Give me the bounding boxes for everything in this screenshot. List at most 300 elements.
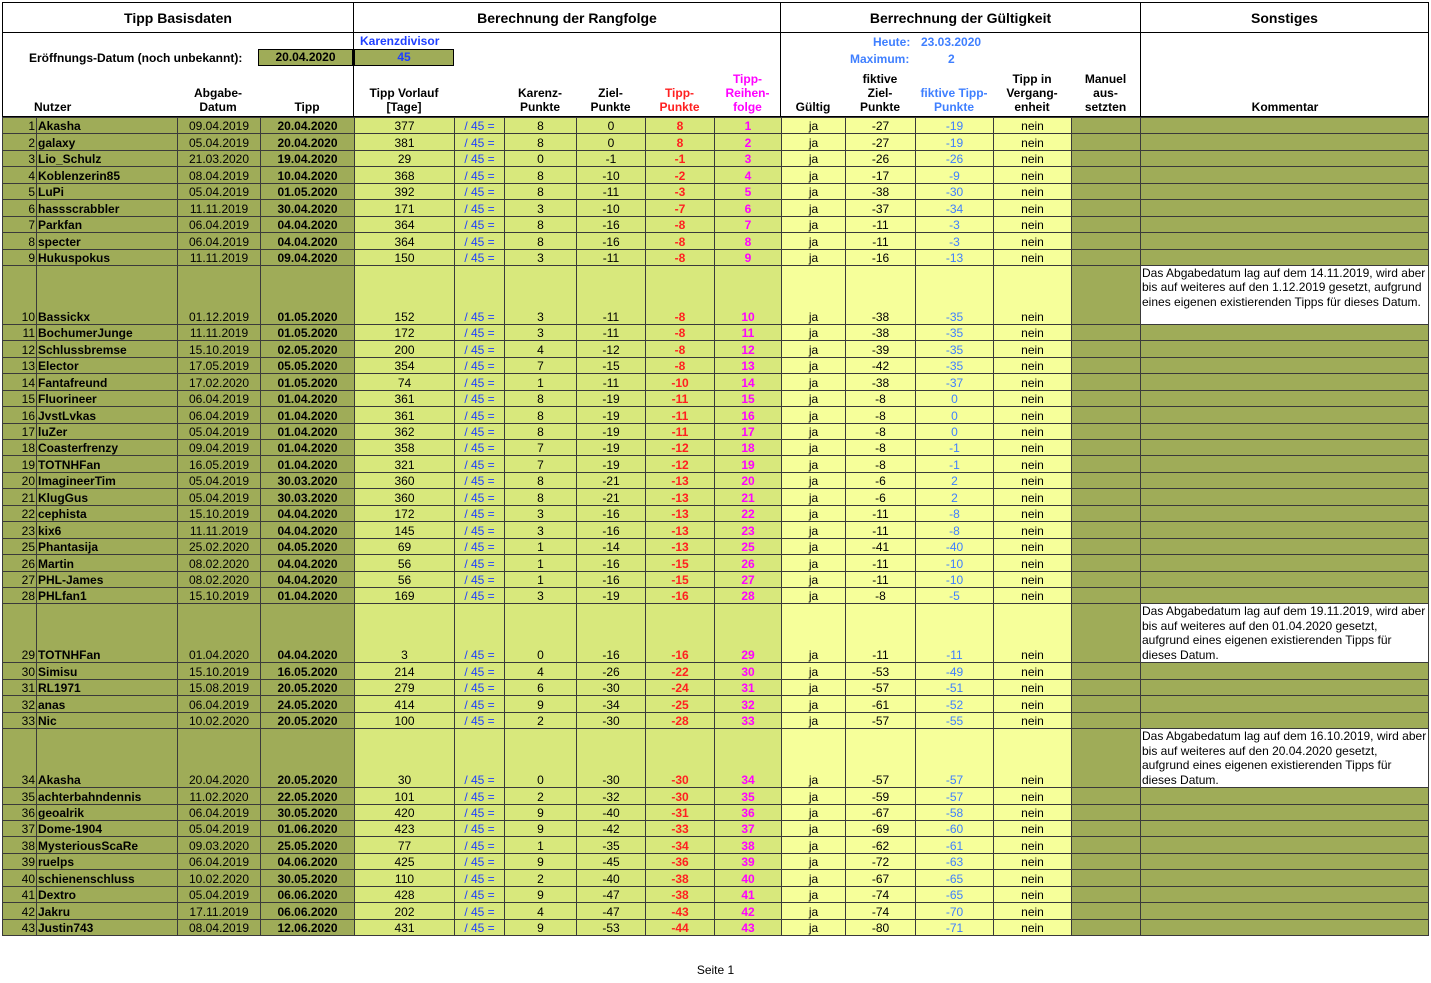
vorlauf-days[interactable]: 377 xyxy=(355,118,455,134)
rank[interactable]: 5 xyxy=(715,183,782,199)
comment[interactable] xyxy=(1141,788,1429,804)
manual-skip[interactable] xyxy=(1072,216,1141,232)
valid-flag[interactable]: ja xyxy=(782,886,846,902)
divisor[interactable]: / 45 = xyxy=(455,249,505,265)
fiktive-ziel-points[interactable]: -72 xyxy=(846,853,916,869)
past-flag[interactable]: nein xyxy=(994,440,1072,456)
valid-flag[interactable]: ja xyxy=(782,663,846,679)
fiktive-ziel-points[interactable]: -80 xyxy=(846,919,916,935)
karenz-points[interactable]: 0 xyxy=(505,150,577,166)
valid-flag[interactable]: ja xyxy=(782,919,846,935)
karenz-points[interactable]: 7 xyxy=(505,456,577,472)
tipp-points[interactable]: -8 xyxy=(646,249,715,265)
divisor[interactable]: / 45 = xyxy=(455,837,505,853)
vorlauf-days[interactable]: 428 xyxy=(355,886,455,902)
ziel-points[interactable]: -10 xyxy=(577,167,646,183)
rank[interactable]: 29 xyxy=(715,604,782,663)
past-flag[interactable]: nein xyxy=(994,423,1072,439)
manual-skip[interactable] xyxy=(1072,265,1141,324)
comment[interactable] xyxy=(1141,522,1429,538)
user-name[interactable]: TOTNHFan xyxy=(37,456,178,472)
user-name[interactable]: LuPi xyxy=(37,183,178,199)
ziel-points[interactable]: -1 xyxy=(577,150,646,166)
ziel-points[interactable]: -11 xyxy=(577,265,646,324)
rank[interactable]: 14 xyxy=(715,374,782,390)
row-number[interactable]: 10 xyxy=(3,265,37,324)
rank[interactable]: 9 xyxy=(715,249,782,265)
row-number[interactable]: 20 xyxy=(3,472,37,488)
valid-flag[interactable]: ja xyxy=(782,440,846,456)
vorlauf-days[interactable]: 152 xyxy=(355,265,455,324)
abgabe-date[interactable]: 10.02.2020 xyxy=(178,870,261,886)
ziel-points[interactable]: -16 xyxy=(577,216,646,232)
past-flag[interactable]: nein xyxy=(994,374,1072,390)
divisor[interactable]: / 45 = xyxy=(455,587,505,603)
karenz-points[interactable]: 3 xyxy=(505,505,577,521)
ziel-points[interactable]: -16 xyxy=(577,571,646,587)
valid-flag[interactable]: ja xyxy=(782,324,846,340)
row-number[interactable]: 43 xyxy=(3,919,37,935)
comment[interactable]: Das Abgabedatum lag auf dem 19.11.2019, wird aber bis auf weiteres auf den 01.04.2020 gesetzt, aufgrund eines eigenen existierenden Tipps für dieses Datum. xyxy=(1141,604,1429,663)
rank[interactable]: 19 xyxy=(715,456,782,472)
valid-flag[interactable]: ja xyxy=(782,853,846,869)
valid-flag[interactable]: ja xyxy=(782,407,846,423)
rank[interactable]: 37 xyxy=(715,821,782,837)
manual-skip[interactable] xyxy=(1072,821,1141,837)
user-name[interactable]: PHLfan1 xyxy=(37,587,178,603)
row-number[interactable]: 17 xyxy=(3,423,37,439)
vorlauf-days[interactable]: 361 xyxy=(355,390,455,406)
vorlauf-days[interactable]: 3 xyxy=(355,604,455,663)
manual-skip[interactable] xyxy=(1072,571,1141,587)
divisor[interactable]: / 45 = xyxy=(455,200,505,216)
manual-skip[interactable] xyxy=(1072,886,1141,902)
row-number[interactable]: 36 xyxy=(3,804,37,820)
tipp-points[interactable]: -13 xyxy=(646,472,715,488)
tipp-points[interactable]: -8 xyxy=(646,233,715,249)
tipp-points[interactable]: 8 xyxy=(646,134,715,150)
karenz-points[interactable]: 4 xyxy=(505,903,577,919)
divisor[interactable]: / 45 = xyxy=(455,679,505,695)
karenz-points[interactable]: 9 xyxy=(505,919,577,935)
manual-skip[interactable] xyxy=(1072,233,1141,249)
vorlauf-days[interactable]: 360 xyxy=(355,472,455,488)
fiktive-tipp-points[interactable]: -63 xyxy=(916,853,994,869)
fiktive-ziel-points[interactable]: -17 xyxy=(846,167,916,183)
manual-skip[interactable] xyxy=(1072,374,1141,390)
ziel-points[interactable]: -16 xyxy=(577,522,646,538)
fiktive-tipp-points[interactable]: -40 xyxy=(916,538,994,554)
manual-skip[interactable] xyxy=(1072,696,1141,712)
manual-skip[interactable] xyxy=(1072,200,1141,216)
karenz-points[interactable]: 9 xyxy=(505,696,577,712)
abgabe-date[interactable]: 11.02.2020 xyxy=(178,788,261,804)
fiktive-tipp-points[interactable]: -57 xyxy=(916,729,994,788)
row-number[interactable]: 41 xyxy=(3,886,37,902)
abgabe-date[interactable]: 15.10.2019 xyxy=(178,587,261,603)
vorlauf-days[interactable]: 358 xyxy=(355,440,455,456)
ziel-points[interactable]: -40 xyxy=(577,870,646,886)
row-number[interactable]: 40 xyxy=(3,870,37,886)
abgabe-date[interactable]: 17.11.2019 xyxy=(178,903,261,919)
valid-flag[interactable]: ja xyxy=(782,903,846,919)
fiktive-tipp-points[interactable]: 0 xyxy=(916,423,994,439)
user-name[interactable]: Lio_Schulz xyxy=(37,150,178,166)
comment[interactable] xyxy=(1141,324,1429,340)
user-name[interactable]: BochumerJunge xyxy=(37,324,178,340)
comment[interactable] xyxy=(1141,134,1429,150)
rank[interactable]: 17 xyxy=(715,423,782,439)
user-name[interactable]: geoalrik xyxy=(37,804,178,820)
comment[interactable] xyxy=(1141,505,1429,521)
past-flag[interactable]: nein xyxy=(994,571,1072,587)
rank[interactable]: 18 xyxy=(715,440,782,456)
past-flag[interactable]: nein xyxy=(994,472,1072,488)
row-number[interactable]: 37 xyxy=(3,821,37,837)
comment[interactable] xyxy=(1141,870,1429,886)
fiktive-tipp-points[interactable]: -58 xyxy=(916,804,994,820)
user-name[interactable]: Justin743 xyxy=(37,919,178,935)
fiktive-ziel-points[interactable]: -27 xyxy=(846,134,916,150)
fiktive-ziel-points[interactable]: -26 xyxy=(846,150,916,166)
divisor[interactable]: / 45 = xyxy=(455,341,505,357)
karenz-points[interactable]: 3 xyxy=(505,522,577,538)
tipp-date[interactable]: 01.04.2020 xyxy=(261,456,355,472)
divisor[interactable]: / 45 = xyxy=(455,150,505,166)
vorlauf-days[interactable]: 145 xyxy=(355,522,455,538)
divisor[interactable]: / 45 = xyxy=(455,265,505,324)
tipp-date[interactable]: 30.03.2020 xyxy=(261,472,355,488)
fiktive-ziel-points[interactable]: -8 xyxy=(846,407,916,423)
tipp-date[interactable]: 01.06.2020 xyxy=(261,821,355,837)
past-flag[interactable]: nein xyxy=(994,357,1072,373)
past-flag[interactable]: nein xyxy=(994,853,1072,869)
tipp-points[interactable]: -10 xyxy=(646,374,715,390)
abgabe-date[interactable]: 06.04.2019 xyxy=(178,390,261,406)
fiktive-ziel-points[interactable]: -59 xyxy=(846,788,916,804)
vorlauf-days[interactable]: 77 xyxy=(355,837,455,853)
ziel-points[interactable]: -16 xyxy=(577,505,646,521)
ziel-points[interactable]: -10 xyxy=(577,200,646,216)
manual-skip[interactable] xyxy=(1072,522,1141,538)
manual-skip[interactable] xyxy=(1072,456,1141,472)
abgabe-date[interactable]: 25.02.2020 xyxy=(178,538,261,554)
past-flag[interactable]: nein xyxy=(994,505,1072,521)
vorlauf-days[interactable]: 321 xyxy=(355,456,455,472)
tipp-points[interactable]: -13 xyxy=(646,538,715,554)
past-flag[interactable]: nein xyxy=(994,903,1072,919)
fiktive-ziel-points[interactable]: -57 xyxy=(846,729,916,788)
user-name[interactable]: kix6 xyxy=(37,522,178,538)
row-number[interactable]: 38 xyxy=(3,837,37,853)
abgabe-date[interactable]: 20.04.2020 xyxy=(178,729,261,788)
fiktive-ziel-points[interactable]: -57 xyxy=(846,679,916,695)
valid-flag[interactable]: ja xyxy=(782,118,846,134)
karenz-points[interactable]: 1 xyxy=(505,538,577,554)
rank[interactable]: 16 xyxy=(715,407,782,423)
ziel-points[interactable]: -35 xyxy=(577,837,646,853)
ziel-points[interactable]: -11 xyxy=(577,249,646,265)
divisor[interactable]: / 45 = xyxy=(455,374,505,390)
divisor[interactable]: / 45 = xyxy=(455,216,505,232)
divisor[interactable]: / 45 = xyxy=(455,423,505,439)
tipp-date[interactable]: 04.04.2020 xyxy=(261,522,355,538)
past-flag[interactable]: nein xyxy=(994,249,1072,265)
abgabe-date[interactable]: 06.04.2019 xyxy=(178,216,261,232)
tipp-points[interactable]: 8 xyxy=(646,118,715,134)
row-number[interactable]: 13 xyxy=(3,357,37,373)
valid-flag[interactable]: ja xyxy=(782,233,846,249)
rank[interactable]: 38 xyxy=(715,837,782,853)
row-number[interactable]: 4 xyxy=(3,167,37,183)
rank[interactable]: 12 xyxy=(715,341,782,357)
comment[interactable] xyxy=(1141,390,1429,406)
vorlauf-days[interactable]: 56 xyxy=(355,571,455,587)
abgabe-date[interactable]: 09.03.2020 xyxy=(178,837,261,853)
user-name[interactable]: Schlussbremse xyxy=(37,341,178,357)
user-name[interactable]: Parkfan xyxy=(37,216,178,232)
fiktive-tipp-points[interactable]: -61 xyxy=(916,837,994,853)
row-number[interactable]: 35 xyxy=(3,788,37,804)
valid-flag[interactable]: ja xyxy=(782,183,846,199)
abgabe-date[interactable]: 06.04.2019 xyxy=(178,407,261,423)
fiktive-ziel-points[interactable]: -74 xyxy=(846,886,916,902)
karenz-points[interactable]: 7 xyxy=(505,357,577,373)
user-name[interactable]: hassscrabbler xyxy=(37,200,178,216)
valid-flag[interactable]: ja xyxy=(782,423,846,439)
rank[interactable]: 11 xyxy=(715,324,782,340)
manual-skip[interactable] xyxy=(1072,134,1141,150)
tipp-points[interactable]: -16 xyxy=(646,604,715,663)
tipp-points[interactable]: -38 xyxy=(646,870,715,886)
abgabe-date[interactable]: 15.10.2019 xyxy=(178,341,261,357)
divisor[interactable]: / 45 = xyxy=(455,324,505,340)
comment[interactable] xyxy=(1141,150,1429,166)
vorlauf-days[interactable]: 100 xyxy=(355,712,455,728)
tipp-date[interactable]: 01.04.2020 xyxy=(261,423,355,439)
abgabe-date[interactable]: 08.02.2020 xyxy=(178,555,261,571)
comment[interactable] xyxy=(1141,886,1429,902)
fiktive-tipp-points[interactable]: -49 xyxy=(916,663,994,679)
tipp-date[interactable]: 06.06.2020 xyxy=(261,903,355,919)
tipp-date[interactable]: 04.04.2020 xyxy=(261,505,355,521)
tipp-date[interactable]: 24.05.2020 xyxy=(261,696,355,712)
vorlauf-days[interactable]: 423 xyxy=(355,821,455,837)
karenz-points[interactable]: 8 xyxy=(505,167,577,183)
user-name[interactable]: MysteriousScaRe xyxy=(37,837,178,853)
comment[interactable] xyxy=(1141,374,1429,390)
ziel-points[interactable]: -16 xyxy=(577,604,646,663)
abgabe-date[interactable]: 06.04.2019 xyxy=(178,853,261,869)
past-flag[interactable]: nein xyxy=(994,233,1072,249)
manual-skip[interactable] xyxy=(1072,505,1141,521)
user-name[interactable]: Akasha xyxy=(37,118,178,134)
user-name[interactable]: Martin xyxy=(37,555,178,571)
fiktive-tipp-points[interactable]: -57 xyxy=(916,788,994,804)
karenz-points[interactable]: 8 xyxy=(505,407,577,423)
vorlauf-days[interactable]: 364 xyxy=(355,233,455,249)
manual-skip[interactable] xyxy=(1072,341,1141,357)
tipp-points[interactable]: -13 xyxy=(646,505,715,521)
rank[interactable]: 26 xyxy=(715,555,782,571)
tipp-points[interactable]: -8 xyxy=(646,357,715,373)
fiktive-ziel-points[interactable]: -38 xyxy=(846,265,916,324)
divisor[interactable]: / 45 = xyxy=(455,183,505,199)
tipp-date[interactable]: 01.05.2020 xyxy=(261,265,355,324)
abgabe-date[interactable]: 11.11.2019 xyxy=(178,522,261,538)
fiktive-ziel-points[interactable]: -67 xyxy=(846,870,916,886)
rank[interactable]: 7 xyxy=(715,216,782,232)
divisor[interactable]: / 45 = xyxy=(455,440,505,456)
ziel-points[interactable]: -53 xyxy=(577,919,646,935)
past-flag[interactable]: nein xyxy=(994,804,1072,820)
tipp-date[interactable]: 05.05.2020 xyxy=(261,357,355,373)
manual-skip[interactable] xyxy=(1072,788,1141,804)
vorlauf-days[interactable]: 202 xyxy=(355,903,455,919)
fiktive-tipp-points[interactable]: -35 xyxy=(916,265,994,324)
manual-skip[interactable] xyxy=(1072,870,1141,886)
fiktive-tipp-points[interactable]: -65 xyxy=(916,870,994,886)
user-name[interactable]: schienenschluss xyxy=(37,870,178,886)
fiktive-ziel-points[interactable]: -38 xyxy=(846,374,916,390)
past-flag[interactable]: nein xyxy=(994,456,1072,472)
valid-flag[interactable]: ja xyxy=(782,341,846,357)
fiktive-tipp-points[interactable]: -10 xyxy=(916,571,994,587)
fiktive-tipp-points[interactable]: -71 xyxy=(916,919,994,935)
rank[interactable]: 27 xyxy=(715,571,782,587)
ziel-points[interactable]: -19 xyxy=(577,587,646,603)
rank[interactable]: 42 xyxy=(715,903,782,919)
user-name[interactable]: Elector xyxy=(37,357,178,373)
fiktive-ziel-points[interactable]: -11 xyxy=(846,505,916,521)
fiktive-ziel-points[interactable]: -37 xyxy=(846,200,916,216)
divisor[interactable]: / 45 = xyxy=(455,804,505,820)
karenz-points[interactable]: 9 xyxy=(505,853,577,869)
row-number[interactable]: 15 xyxy=(3,390,37,406)
abgabe-date[interactable]: 15.10.2019 xyxy=(178,663,261,679)
manual-skip[interactable] xyxy=(1072,712,1141,728)
tipp-date[interactable]: 16.05.2020 xyxy=(261,663,355,679)
vorlauf-days[interactable]: 101 xyxy=(355,788,455,804)
vorlauf-days[interactable]: 381 xyxy=(355,134,455,150)
tipp-points[interactable]: -30 xyxy=(646,788,715,804)
divisor[interactable]: / 45 = xyxy=(455,505,505,521)
rank[interactable]: 3 xyxy=(715,150,782,166)
fiktive-ziel-points[interactable]: -27 xyxy=(846,118,916,134)
comment[interactable] xyxy=(1141,216,1429,232)
karenz-points[interactable]: 8 xyxy=(505,183,577,199)
tipp-points[interactable]: -2 xyxy=(646,167,715,183)
fiktive-tipp-points[interactable]: -1 xyxy=(916,456,994,472)
vorlauf-days[interactable]: 279 xyxy=(355,679,455,695)
tipp-points[interactable]: -16 xyxy=(646,587,715,603)
tipp-points[interactable]: -24 xyxy=(646,679,715,695)
divisor[interactable]: / 45 = xyxy=(455,134,505,150)
fiktive-ziel-points[interactable]: -8 xyxy=(846,456,916,472)
fiktive-tipp-points[interactable]: -3 xyxy=(916,216,994,232)
row-number[interactable]: 8 xyxy=(3,233,37,249)
divisor[interactable]: / 45 = xyxy=(455,788,505,804)
rank[interactable]: 1 xyxy=(715,118,782,134)
valid-flag[interactable]: ja xyxy=(782,571,846,587)
comment[interactable] xyxy=(1141,472,1429,488)
karenz-points[interactable]: 9 xyxy=(505,821,577,837)
past-flag[interactable]: nein xyxy=(994,696,1072,712)
eroeffnung-value[interactable]: 20.04.2020 xyxy=(258,49,353,66)
comment[interactable] xyxy=(1141,571,1429,587)
fiktive-ziel-points[interactable]: -38 xyxy=(846,324,916,340)
vorlauf-days[interactable]: 392 xyxy=(355,183,455,199)
user-name[interactable]: achterbahndennis xyxy=(37,788,178,804)
comment[interactable] xyxy=(1141,919,1429,935)
divisor[interactable]: / 45 = xyxy=(455,903,505,919)
karenz-points[interactable]: 8 xyxy=(505,390,577,406)
comment[interactable] xyxy=(1141,804,1429,820)
row-number[interactable]: 25 xyxy=(3,538,37,554)
valid-flag[interactable]: ja xyxy=(782,150,846,166)
comment[interactable] xyxy=(1141,679,1429,695)
ziel-points[interactable]: -12 xyxy=(577,341,646,357)
tipp-date[interactable]: 20.04.2020 xyxy=(261,118,355,134)
manual-skip[interactable] xyxy=(1072,804,1141,820)
divisor[interactable]: / 45 = xyxy=(455,538,505,554)
fiktive-tipp-points[interactable]: -65 xyxy=(916,886,994,902)
ziel-points[interactable]: -30 xyxy=(577,712,646,728)
fiktive-ziel-points[interactable]: -74 xyxy=(846,903,916,919)
tipp-date[interactable]: 20.05.2020 xyxy=(261,729,355,788)
karenz-points[interactable]: 4 xyxy=(505,341,577,357)
ziel-points[interactable]: -21 xyxy=(577,472,646,488)
tipp-date[interactable]: 01.04.2020 xyxy=(261,407,355,423)
fiktive-tipp-points[interactable]: -35 xyxy=(916,357,994,373)
row-number[interactable]: 29 xyxy=(3,604,37,663)
fiktive-tipp-points[interactable]: -3 xyxy=(916,233,994,249)
vorlauf-days[interactable]: 214 xyxy=(355,663,455,679)
tipp-date[interactable]: 30.03.2020 xyxy=(261,489,355,505)
past-flag[interactable]: nein xyxy=(994,729,1072,788)
vorlauf-days[interactable]: 74 xyxy=(355,374,455,390)
valid-flag[interactable]: ja xyxy=(782,788,846,804)
tipp-date[interactable]: 06.06.2020 xyxy=(261,886,355,902)
vorlauf-days[interactable]: 171 xyxy=(355,200,455,216)
divisor[interactable]: / 45 = xyxy=(455,886,505,902)
fiktive-tipp-points[interactable]: -35 xyxy=(916,341,994,357)
manual-skip[interactable] xyxy=(1072,555,1141,571)
abgabe-date[interactable]: 11.11.2019 xyxy=(178,249,261,265)
tipp-points[interactable]: -33 xyxy=(646,821,715,837)
past-flag[interactable]: nein xyxy=(994,150,1072,166)
fiktive-tipp-points[interactable]: -26 xyxy=(916,150,994,166)
vorlauf-days[interactable]: 364 xyxy=(355,216,455,232)
fiktive-tipp-points[interactable]: -19 xyxy=(916,118,994,134)
fiktive-ziel-points[interactable]: -57 xyxy=(846,712,916,728)
karenz-value[interactable]: 45 xyxy=(354,49,454,66)
user-name[interactable]: PHL-James xyxy=(37,571,178,587)
user-name[interactable]: ruelps xyxy=(37,853,178,869)
valid-flag[interactable]: ja xyxy=(782,522,846,538)
tipp-date[interactable]: 22.05.2020 xyxy=(261,788,355,804)
abgabe-date[interactable]: 08.02.2020 xyxy=(178,571,261,587)
past-flag[interactable]: nein xyxy=(994,118,1072,134)
rank[interactable]: 34 xyxy=(715,729,782,788)
fiktive-tipp-points[interactable]: -8 xyxy=(916,522,994,538)
ziel-points[interactable]: 0 xyxy=(577,134,646,150)
valid-flag[interactable]: ja xyxy=(782,821,846,837)
tipp-date[interactable]: 01.04.2020 xyxy=(261,587,355,603)
tipp-points[interactable]: -12 xyxy=(646,440,715,456)
tipp-points[interactable]: -15 xyxy=(646,571,715,587)
ziel-points[interactable]: -47 xyxy=(577,886,646,902)
